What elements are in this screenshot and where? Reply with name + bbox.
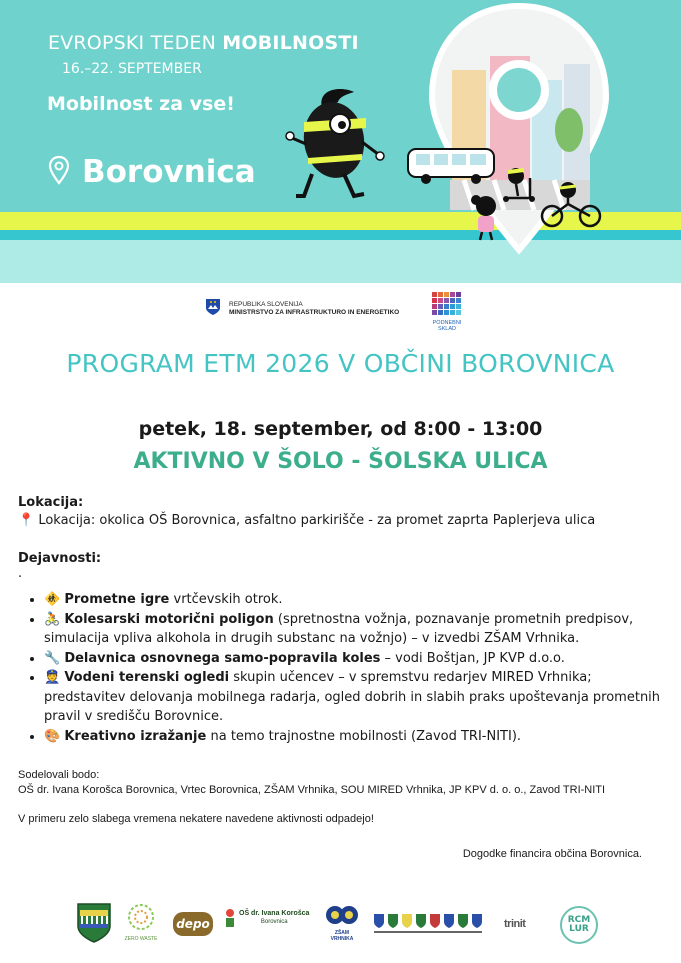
rcm-lur-logo xyxy=(560,906,598,944)
slovenia-coat-of-arms-icon xyxy=(205,298,221,320)
borovnica-coat-of-arms-logo xyxy=(76,902,112,944)
dejavnosti-heading: Dejavnosti: xyxy=(18,551,102,566)
wrench-icon: 🔧 xyxy=(44,650,61,666)
partner-logos xyxy=(0,898,681,948)
stray-dot: . xyxy=(18,566,23,581)
trinit-logo: trinit xyxy=(504,918,526,930)
os-borovnica-logo xyxy=(224,908,309,928)
event-subtitle: AKTIVNO V ŠOLO - ŠOLSKA ULICA xyxy=(133,449,548,474)
podnebni-sklad-logo xyxy=(430,292,464,332)
hero-banner xyxy=(0,0,681,283)
scooter-rider-illustration xyxy=(500,164,544,204)
ministry-line: REPUBLIKA SLOVENIJA xyxy=(229,301,303,308)
sodelovali-heading: Sodelovali bodo: xyxy=(18,769,100,781)
pedestrian-illustration xyxy=(466,192,506,242)
zsam-icon xyxy=(325,904,359,926)
banner-dates: 16.–22. SEPTEMBER xyxy=(62,61,202,77)
podnebni-label: SKLAD xyxy=(437,326,457,332)
municipal-coats-logo xyxy=(372,912,484,936)
financing-note: Dogodke financira občina Borovnica. xyxy=(462,848,642,860)
lokacija-text: 📍 Lokacija: okolica OŠ Borovnica, asfaltno parkirišče - za promet zaprta Paplerjeva ulica xyxy=(18,513,596,528)
list-item: • 👮 Vodeni terenski ogledi skupin učencev – v spremstvu redarjev MIRED Vrhnika; predstavitev delovanja mobilnega radarja, ogled dobrih in slabih praks upoštevanja prometnih pravil v središču Borovnice. xyxy=(44,668,668,727)
ministry-logo xyxy=(205,298,399,320)
event-date: petek, 18. september, od 8:00 - 13:00 xyxy=(138,418,543,440)
weather-note: V primeru zelo slabega vremena nekatere navedene aktivnosti odpadejo! xyxy=(18,813,374,825)
lokacija-heading: Lokacija: xyxy=(18,495,84,510)
mascot-illustration xyxy=(282,78,392,208)
activities-list xyxy=(18,590,668,746)
cyclist-illustration xyxy=(540,178,604,228)
banner-place-name: Borovnica xyxy=(82,154,256,190)
bus-illustration xyxy=(406,145,498,187)
zsam-logo xyxy=(323,904,361,942)
palette-icon: 🎨 xyxy=(44,728,61,744)
zero-waste-label: ZERO WASTE xyxy=(124,936,158,942)
pin-emoji-icon: 📍 xyxy=(18,513,35,528)
list-item: • 🎨 Kreativno izražanje na temo trajnostne mobilnosti (Zavod TRI-NITI). xyxy=(44,727,668,747)
depo-logo xyxy=(173,912,213,936)
list-item: • 🚸 Prometne igre vrtčevskih otrok. xyxy=(44,590,668,610)
banner-slogan: Mobilnost za vse! xyxy=(47,93,235,115)
list-item: • 🚴 Kolesarski motorični poligon (spretnostna vožnja, poznavanje prometnih predpisov, simulacija vpliva alkohola in drugih substanc na vožnjo) – v izvedbi ZŠAM Vrhnika. xyxy=(44,610,668,649)
ministry-line: MINISTRSTVO ZA INFRASTRUKTURO IN ENERGETIKO xyxy=(229,309,400,316)
podnebni-sklad-icon xyxy=(432,292,462,316)
list-item: • 🔧 Delavnica osnovnega samo-popravila koles – vodi Boštjan, JP KVP d.o.o. xyxy=(44,649,668,669)
children-crossing-icon: 🚸 xyxy=(44,592,61,607)
rcm-label: RCM xyxy=(567,915,591,925)
zero-waste-logo xyxy=(124,902,158,942)
program-content xyxy=(18,494,668,862)
banner-location xyxy=(48,154,256,190)
cyclist-icon: 🚴 xyxy=(44,611,61,627)
sodelovali-text: OŠ dr. Ivana Korošca Borovnica, Vrtec Borovnica, ZŠAM Vrhnika, SOU MIRED Vrhnika, JP KPV d. o. o., Zavod TRI-NITI xyxy=(18,784,606,796)
os-label: Borovnica xyxy=(260,919,288,925)
zsam-label: ZŠAM VRHNIKA xyxy=(330,930,354,942)
os-label: OŠ dr. Ivana Korošca xyxy=(239,910,310,917)
podnebni-label: PODNEBNI xyxy=(432,320,462,326)
location-pin-icon xyxy=(48,155,70,189)
rcm-label: LUR xyxy=(569,924,589,934)
banner-title: EVROPSKI TEDEN MOBILNOSTI xyxy=(48,32,359,54)
zero-waste-icon xyxy=(124,902,158,932)
program-title: PROGRAM ETM 2026 V OBČINI BOROVNICA xyxy=(66,349,615,378)
police-officer-icon: 👮 xyxy=(44,670,61,685)
depo-label: depo xyxy=(176,917,210,931)
school-icon xyxy=(224,908,236,928)
